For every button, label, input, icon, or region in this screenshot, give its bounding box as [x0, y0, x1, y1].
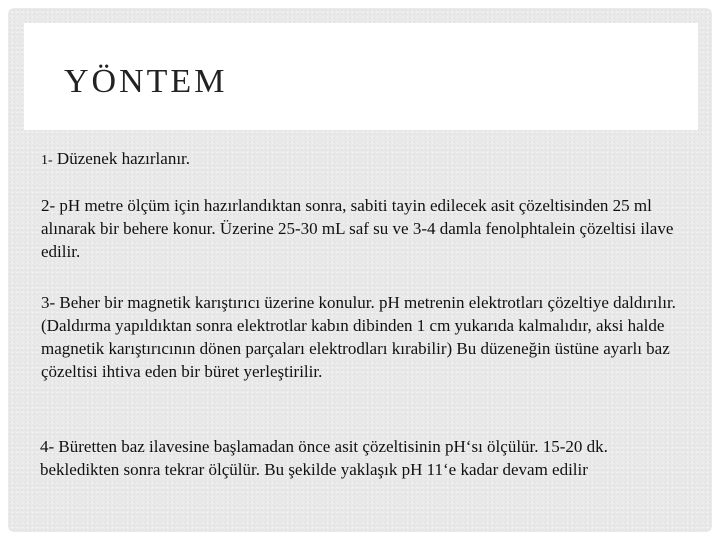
step-1 [41, 147, 190, 172]
step-1-number: 1- [41, 153, 53, 168]
title-box [24, 23, 698, 130]
slide [8, 8, 712, 532]
step-4: 4- Büretten baz ilavesine başlamadan önce asit çözeltisinin pH‘sı ölçülür. 15-20 dk. bekledikten sonra tekrar ölçülür. Bu şekilde yaklaşık pH 11‘e kadar devam edilir [40, 437, 608, 479]
step-1-text: Düzenek hazırlanır. [52, 149, 191, 168]
step-3: 3- Beher bir magnetik karıştırıcı üzerine konulur. pH metrenin elektrotları çözeltiye daldırılır. (Daldırma yapıldıktan sonra elektrotlar kabın dibinden 1 cm yukarıda kalmalıdır, aksi halde magnetik karıştırıcının dönen parçaları elektrodları kırabilir) Bu düzeneğin üstüne ayarlı baz çözeltisi ihtiva eden bir büret yerleştirilir. [41, 293, 676, 381]
slide-title: YÖNTEM [64, 63, 228, 100]
step-2: 2- pH metre ölçüm için hazırlandıktan sonra, sabiti tayin edilecek asit çözeltisinden 25 ml alınarak bir behere konur. Üzerine 25-30 mL saf su ve 3-4 damla fenolphtalein çözeltisi ilave edilir. [41, 196, 674, 261]
